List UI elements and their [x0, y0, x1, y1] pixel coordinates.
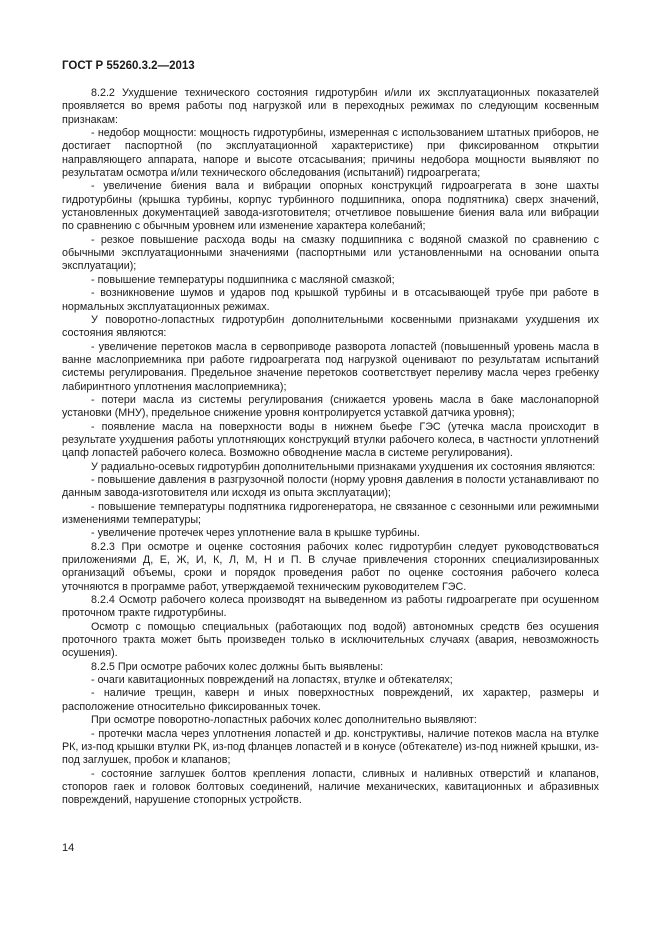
paragraph-8-2-2: 8.2.2 Ухудшение технического состояния гидротурбин и/или их эксплуатационных показателей проявляется во время работы под нагрузкой или в переходных режимах по следующим косвенным признакам: — [62, 87, 599, 126]
document-header: ГОСТ Р 55260.3.2—2013 — [62, 60, 195, 72]
paragraph-kaplan-inspection-intro: При осмотре поворотно-лопастных рабочих колес дополнительно выявляют: — [91, 714, 477, 727]
list-item: - наличие трещин, каверн и иных поверхностных повреждений, их характер, размеры и расположение относительно фиксированных точек. — [62, 687, 599, 713]
list-item: - увеличение протечек через уплотнение вала в крышке турбины. — [91, 527, 420, 540]
page-number: 14 — [62, 842, 75, 854]
list-item: - возникновение шумов и ударов под крышкой турбины и в отсасывающей трубе при работе в нормальных эксплуатационных режимах. — [62, 287, 599, 313]
list-item: - увеличение перетоков масла в сервоприводе разворота лопастей (повышенный уровень масла в ванне маслоприемника при работе гидроагрегата под нагрузкой оценивают по результатам испытаний системы регулирования. Предельное значение перетоков соответствует переливу масла через гребенку лабиринтного уплотнения маслоприемника); — [62, 340, 599, 393]
paragraph-francis-intro: У радиально-осевых гидротурбин дополнительными признаками ухудшения их состояния являются: — [91, 460, 596, 473]
document-body — [62, 87, 599, 808]
list-item: - протечки масла через уплотнения лопастей и др. конструктивы, наличие потеков масла на втулке РК, из-под крышки втулки РК, из-под фланцев лопастей и в конусе (обтекателе) из-под нижней крышки, из-под заглушек, пробок и клапанов; — [62, 727, 599, 767]
paragraph-kaplan-intro: У поворотно-лопастных гидротурбин дополнительными косвенными признаками ухудшения их состояния являются: — [62, 313, 599, 340]
list-item: - увеличение биения вала и вибрации опорных конструкций гидроагрегата в зоне шахты гидротурбины (крышка турбины, корпус турбинного подшипника, опора подпятника) сверх значений, установленных документацией завода-изготовителя; отчетливое повышение биения вала или вибрации по сравнению с обычным уровнем или изменение характера колебаний; — [62, 180, 599, 233]
paragraph-8-2-5: 8.2.5 При осмотре рабочих колес должны быть выявлены: — [91, 660, 384, 673]
list-item: - резкое повышение расхода воды на смазку подшипника с водяной смазкой по сравнению с обычными эксплуатационными значениями (паспортными или установленными на основании опыта эксплуатации); — [62, 233, 599, 273]
list-item: - потери масла из системы регулирования (снижается уровень масла в баке маслонапорной установки (МНУ), предельное снижение уровня контролируется уставкой датчика уровня); — [62, 393, 599, 420]
list-item: - состояние заглушек болтов крепления лопасти, сливных и наливных отверстий и клапанов, стопоров гаек и головок болтовых соединений, наличие механических, кавитационных и абразивных повреждений, нарушение стопорных устройств. — [62, 767, 599, 807]
list-item: - появление масла на поверхности воды в нижнем бьефе ГЭС (утечка масла происходит в результате ухудшения работы уплотняющих конструкций втулки рабочего колеса, в частности уплотнений цапф лопастей рабочего колеса. Возможно обводнение масла в системе регулирования). — [62, 420, 599, 460]
paragraph-8-2-3: 8.2.3 При осмотре и оценке состояния рабочих колес гидротурбин следует руководствоваться приложениями Д, Е, Ж, И, К, Л, М, Н и П. В случае привлечения сторонних специализированных организаций объемы, сроки и порядок проведения работ по оценке состояния рабочего колеса уточняются в программе работ, утверждаемой техническим руководителем ГЭС. — [62, 540, 599, 593]
paragraph-underwater-inspection: Осмотр с помощью специальных (работающих под водой) автономных средств без осушения проточного тракта может быть произведен только в исключительных случаях (авария, невозможность осушения). — [62, 620, 599, 660]
list-item: - повышение температуры подшипника с масляной смазкой; — [91, 273, 395, 286]
list-item: - повышение температуры подпятника гидрогенератора, не связанное с сезонными или режимными изменениями температуры; — [62, 500, 599, 526]
list-item: - недобор мощности: мощность гидротурбины, измеренная с использованием штатных приборов, не достигает паспортной (по эксплуатационной характеристике) при фиксированном открытии направляющего аппарата, напоре и высоте отсасывания; причины недобора мощности выявляют по результатам осмотра и/или технического обследования (испытаний) гидроагрегата; — [62, 127, 599, 180]
list-item: - очаги кавитационных повреждений на лопастях, втулке и обтекателях; — [91, 674, 453, 687]
list-item: - повышение давления в разгрузочной полости (норму уровня давления в полости устанавливают по данным завода-изготовителя или исходя из опыта эксплуатации); — [62, 473, 599, 500]
paragraph-8-2-4: 8.2.4 Осмотр рабочего колеса производят на выведенном из работы гидроагрегате при осушенном проточном тракте гидротурбины. — [62, 594, 599, 620]
